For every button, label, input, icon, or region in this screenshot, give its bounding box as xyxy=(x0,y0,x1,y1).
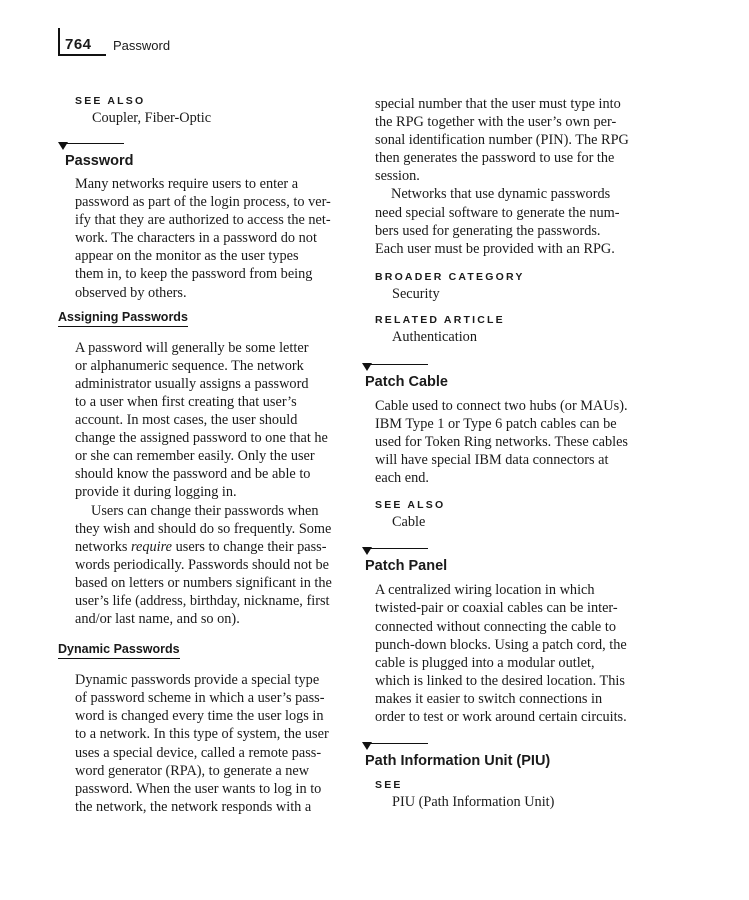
dynamic-continued xyxy=(362,95,652,258)
text-line: order to test or work around certain circuits. xyxy=(375,708,627,725)
text-line: administrator usually assigns a password xyxy=(75,375,309,392)
text-line: observed by others. xyxy=(75,284,187,301)
text-line: ify that they are authorized to access the net- xyxy=(75,212,331,229)
text-span: networks xyxy=(75,538,131,555)
text-line: or she can remember easily. Only the user xyxy=(75,448,315,465)
text-line: words periodically. Passwords should not be xyxy=(75,556,330,573)
text-line: will have special IBM data connectors at xyxy=(375,452,609,469)
text-line: special number that the user must type into xyxy=(375,96,621,112)
text-line: IBM Type 1 or Type 6 patch cables can be xyxy=(375,415,617,432)
text-line: to a network. In this type of system, the user xyxy=(75,726,329,743)
subhead-assigning xyxy=(58,308,343,327)
related-article-label: RELATED ARTICLE xyxy=(375,313,505,326)
header-rule-vertical xyxy=(58,28,60,56)
text-line: the RPG together with the user’s own per- xyxy=(375,114,617,131)
entry-marker-patch-cable xyxy=(362,364,652,374)
text-line: A password will generally be some letter xyxy=(75,339,309,356)
text-line: which is linked to the desired location. This xyxy=(375,672,625,689)
entry-title-password: Password xyxy=(65,153,134,169)
broader-category xyxy=(362,271,652,303)
entry-title-patch-cable: Patch Cable xyxy=(365,373,448,390)
left-column xyxy=(58,95,343,816)
entry-marker-piu xyxy=(362,743,652,753)
entry-marker-patch-panel xyxy=(362,548,652,558)
running-title: Password xyxy=(113,38,171,53)
see-value: PIU (Path Information Unit) xyxy=(392,794,555,811)
text-line: connected without connecting the cable to xyxy=(375,618,616,635)
text-line: sonal identification number (PIN). The RPG xyxy=(375,132,629,149)
text-line: need special software to generate the num- xyxy=(375,204,620,221)
text-line: A centralized wiring location in which xyxy=(375,582,595,599)
entry-title-patch-panel: Patch Panel xyxy=(365,558,448,575)
entry-marker-line xyxy=(64,143,124,144)
text-line: password. When the user wants to log in to xyxy=(75,780,322,797)
text-line: should know the password and be able to xyxy=(75,466,311,483)
broader-category-value: Security xyxy=(392,285,440,302)
patch-cable-body xyxy=(362,397,652,487)
text-line: account. In most cases, the user should xyxy=(75,412,298,429)
text-line: provide it during logging in. xyxy=(75,484,237,501)
see-also-label: SEE ALSO xyxy=(375,499,446,512)
right-column xyxy=(362,95,652,811)
text-line xyxy=(75,538,343,556)
text-line: of password scheme in which a user’s pass- xyxy=(75,690,325,707)
patch-panel-body xyxy=(362,581,652,726)
see-label: SEE xyxy=(375,779,403,792)
entry-marker-password xyxy=(58,143,343,153)
text-line: them in, to keep the password from being xyxy=(75,266,313,283)
emphasis-text: require xyxy=(131,538,173,555)
entry-marker-line xyxy=(368,743,428,744)
text-line: makes it easier to switch connections in xyxy=(375,690,603,707)
text-line: Many networks require users to enter a xyxy=(75,176,299,192)
related-article xyxy=(362,314,652,346)
text-span: users to change their pass- xyxy=(172,538,327,555)
text-line: to a user when first creating that user’s xyxy=(75,393,297,410)
assigning-body xyxy=(58,339,343,629)
related-article-value: Authentication xyxy=(392,328,477,345)
text-line: used for Token Ring networks. These cables xyxy=(375,434,628,451)
text-line: session. xyxy=(375,168,420,185)
text-line: Networks that use dynamic passwords xyxy=(391,186,611,203)
text-line: and/or last name, and so on). xyxy=(75,611,240,628)
patch-cable-see-also xyxy=(362,499,652,531)
text-line: word generator (RPA), to generate a new xyxy=(75,762,310,779)
text-line: Users can change their passwords when xyxy=(91,502,319,519)
text-line: user’s life (address, birthday, nickname, first xyxy=(75,592,330,609)
text-line: Dynamic passwords provide a special type xyxy=(75,672,320,689)
subhead-assigning-title: Assigning Passwords xyxy=(58,310,188,327)
text-line: then generates the password to use for the xyxy=(375,150,615,167)
text-line: twisted-pair or coaxial cables can be inter- xyxy=(375,600,618,617)
text-line: Cable used to connect two hubs (or MAUs). xyxy=(375,397,628,414)
text-line: word is changed every time the user logs in xyxy=(75,708,324,725)
text-line: bers used for generating the passwords. xyxy=(375,222,601,239)
see-also-label: SEE ALSO xyxy=(75,95,146,107)
text-line: work. The characters in a password do not xyxy=(75,230,317,247)
entry-marker-line xyxy=(368,364,428,365)
see-also-value: Coupler, Fiber-Optic xyxy=(92,110,212,126)
text-line: password as part of the login process, to ver- xyxy=(75,194,331,211)
text-line: Each user must be provided with an RPG. xyxy=(375,240,615,257)
entry-marker-line xyxy=(368,548,428,549)
entry-title-piu: Path Information Unit (PIU) xyxy=(365,753,551,770)
text-line: the network, the network responds with a xyxy=(75,798,312,815)
text-line: each end. xyxy=(375,470,429,487)
text-line: cable is plugged into a modular outlet, xyxy=(375,654,595,671)
text-line: based on letters or numbers significant in the xyxy=(75,574,332,591)
text-line: or alphanumeric sequence. The network xyxy=(75,357,304,374)
text-line: uses a special device, called a remote pass- xyxy=(75,744,322,761)
page-number: 764 xyxy=(65,36,92,53)
see-also-value: Cable xyxy=(392,514,426,531)
text-line: punch-down blocks. Using a patch cord, the xyxy=(375,636,627,653)
broader-category-label: BROADER CATEGORY xyxy=(375,270,525,283)
dynamic-body xyxy=(58,671,343,816)
password-intro xyxy=(58,175,343,302)
subhead-dynamic-title: Dynamic Passwords xyxy=(58,642,180,659)
text-line: appear on the monitor as the user types xyxy=(75,248,299,265)
subhead-dynamic xyxy=(58,640,343,659)
text-line: change the assigned password to one that he xyxy=(75,430,328,447)
piu-see xyxy=(362,779,652,811)
text-line: they wish and should do so frequently. Some xyxy=(75,520,332,537)
header-rule-horizontal xyxy=(58,54,106,56)
